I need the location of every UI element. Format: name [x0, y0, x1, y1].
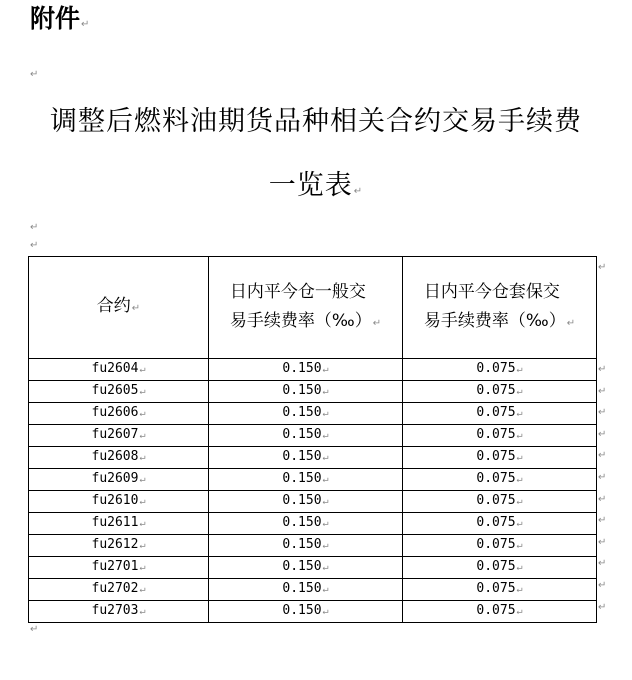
paragraph-mark-icon: ↵: [322, 364, 329, 375]
cell-contract: fu2703↵: [29, 601, 209, 623]
cell-hedge: 0.075↵: [403, 491, 597, 513]
cell-contract: fu2606↵: [29, 403, 209, 425]
paragraph-mark-icon: ↵: [139, 606, 146, 617]
paragraph-mark-icon: ↵: [139, 386, 146, 397]
paragraph-mark-icon: ↵: [598, 601, 607, 613]
attachment-label: 附件↵: [30, 4, 90, 33]
paragraph-mark-icon: ↵: [516, 496, 523, 507]
cell-contract: fu2604↵: [29, 359, 209, 381]
paragraph-mark-icon: ↵: [131, 303, 141, 314]
cell-general: 0.150↵: [209, 381, 403, 403]
cell-general: 0.150↵: [209, 491, 403, 513]
paragraph-mark-icon: ↵: [598, 385, 607, 397]
cell-hedge: 0.075↵: [403, 579, 597, 601]
paragraph-mark-icon: ↵: [322, 408, 329, 419]
table-row: [29, 601, 597, 623]
paragraph-mark-icon: ↵: [516, 430, 523, 441]
paragraph-mark-icon: ↵: [516, 364, 523, 375]
cell-hedge: 0.075↵: [403, 557, 597, 579]
table-row: [29, 513, 597, 535]
paragraph-mark-icon: ↵: [372, 317, 382, 329]
paragraph-mark-icon: ↵: [353, 186, 364, 197]
paragraph-mark-icon: ↵: [322, 496, 329, 507]
table-row: [29, 535, 597, 557]
fee-rate-table: [28, 256, 597, 623]
paragraph-mark-icon: ↵: [516, 518, 523, 529]
paragraph-mark-icon: ↵: [322, 584, 329, 595]
cell-hedge: 0.075↵: [403, 359, 597, 381]
cell-general: 0.150↵: [209, 469, 403, 491]
paragraph-mark-icon: ↵: [139, 496, 146, 507]
document-title-line-1: 调整后燃料油期货品种相关合约交易手续费: [50, 106, 582, 137]
cell-contract: fu2608↵: [29, 447, 209, 469]
cell-hedge: 0.075↵: [403, 513, 597, 535]
paragraph-mark-icon: ↵: [322, 540, 329, 551]
paragraph-mark-icon: ↵: [139, 430, 146, 441]
paragraph-mark-icon: ↵: [598, 472, 607, 483]
table-header-row: [29, 257, 597, 359]
paragraph-mark-icon: ↵: [516, 584, 523, 595]
cell-general: 0.150↵: [209, 447, 403, 469]
paragraph-mark-icon: ↵: [598, 262, 607, 273]
cell-general: 0.150↵: [209, 579, 403, 601]
paragraph-mark-icon: ↵: [322, 606, 329, 617]
table-row: [29, 579, 597, 601]
paragraph-mark-icon: ↵: [139, 518, 146, 529]
paragraph-mark-icon: ↵: [322, 562, 329, 573]
paragraph-mark-icon: ↵: [598, 515, 607, 527]
cell-contract: fu2702↵: [29, 579, 209, 601]
cell-hedge: 0.075↵: [403, 403, 597, 425]
table-row: [29, 469, 597, 491]
paragraph-mark-icon: ↵: [598, 364, 607, 375]
paragraph-mark-icon: ↵: [516, 540, 523, 551]
paragraph-mark-icon: ↵: [322, 474, 329, 485]
paragraph-mark-icon: ↵: [322, 386, 329, 397]
table-row: [29, 447, 597, 469]
table-row: [29, 425, 597, 447]
paragraph-mark-icon: ↵: [30, 222, 39, 233]
paragraph-mark-icon: ↵: [139, 452, 146, 463]
header-general-fee-rate: 日内平今仓一般交 易手续费率（‰）↵: [209, 257, 403, 359]
header-contract: 合约↵: [29, 257, 209, 359]
paragraph-mark-icon: ↵: [598, 407, 607, 419]
cell-contract: fu2612↵: [29, 535, 209, 557]
cell-general: 0.150↵: [209, 513, 403, 535]
paragraph-mark-icon: ↵: [30, 240, 39, 251]
table-row: [29, 491, 597, 513]
cell-hedge: 0.075↵: [403, 469, 597, 491]
paragraph-mark-icon: ↵: [30, 624, 39, 635]
cell-contract: fu2609↵: [29, 469, 209, 491]
paragraph-mark-icon: ↵: [598, 580, 607, 591]
cell-contract: fu2611↵: [29, 513, 209, 535]
paragraph-mark-icon: ↵: [322, 430, 329, 441]
cell-hedge: 0.075↵: [403, 447, 597, 469]
paragraph-mark-icon: ↵: [322, 452, 329, 463]
paragraph-mark-icon: ↵: [598, 493, 607, 505]
cell-contract: fu2605↵: [29, 381, 209, 403]
cell-hedge: 0.075↵: [403, 535, 597, 557]
paragraph-mark-icon: ↵: [598, 428, 607, 440]
paragraph-mark-icon: ↵: [566, 317, 576, 329]
paragraph-mark-icon: ↵: [322, 518, 329, 529]
cell-general: 0.150↵: [209, 425, 403, 447]
table-row: [29, 557, 597, 579]
paragraph-mark-icon: ↵: [598, 450, 607, 462]
cell-hedge: 0.075↵: [403, 425, 597, 447]
paragraph-mark-icon: ↵: [139, 562, 146, 573]
cell-hedge: 0.075↵: [403, 601, 597, 623]
cell-general: 0.150↵: [209, 601, 403, 623]
paragraph-mark-icon: ↵: [598, 558, 607, 570]
cell-contract: fu2607↵: [29, 425, 209, 447]
paragraph-mark-icon: ↵: [516, 452, 523, 463]
cell-contract: fu2701↵: [29, 557, 209, 579]
cell-general: 0.150↵: [209, 535, 403, 557]
cell-general: 0.150↵: [209, 403, 403, 425]
paragraph-mark-icon: ↵: [516, 606, 523, 617]
table-row: [29, 381, 597, 403]
paragraph-mark-icon: ↵: [139, 474, 146, 485]
paragraph-mark-icon: ↵: [81, 19, 90, 30]
paragraph-mark-icon: ↵: [516, 474, 523, 485]
paragraph-mark-icon: ↵: [139, 364, 146, 375]
paragraph-mark-icon: ↵: [598, 536, 607, 548]
cell-contract: fu2610↵: [29, 491, 209, 513]
paragraph-mark-icon: ↵: [516, 562, 523, 573]
paragraph-mark-icon: ↵: [139, 540, 146, 551]
table-row: [29, 403, 597, 425]
paragraph-mark-icon: ↵: [139, 408, 146, 419]
paragraph-mark-icon: ↵: [516, 408, 523, 419]
paragraph-mark-icon: ↵: [516, 386, 523, 397]
cell-general: 0.150↵: [209, 557, 403, 579]
paragraph-mark-icon: ↵: [30, 69, 39, 80]
cell-general: 0.150↵: [209, 359, 403, 381]
header-hedge-fee-rate: 日内平今仓套保交 易手续费率（‰）↵: [403, 257, 597, 359]
table-row: [29, 359, 597, 381]
cell-hedge: 0.075↵: [403, 381, 597, 403]
paragraph-mark-icon: ↵: [139, 584, 146, 595]
document-title-line-2: 一览表↵: [268, 170, 364, 201]
